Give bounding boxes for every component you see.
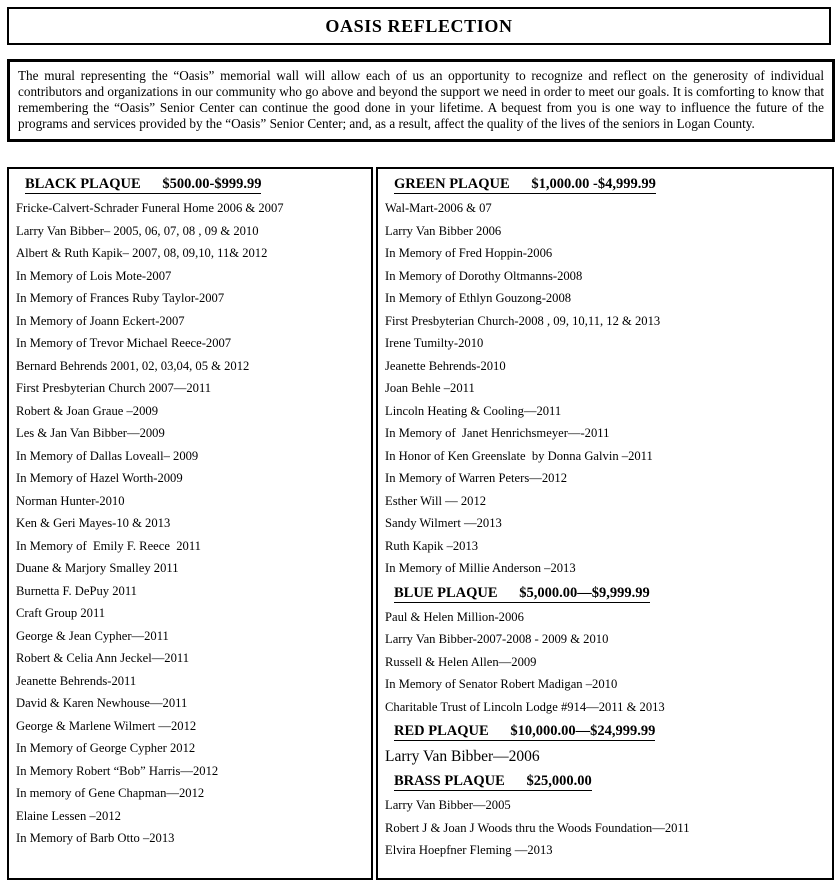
donor-entry: Larry Van Bibber– 2005, 06, 07, 08 , 09 & 2010 xyxy=(16,223,259,238)
intro-paragraph: The mural representing the “Oasis” memorial wall will allow each of us an opportunity to recognize and reflect on the generosity of individual contributors and organizations in our community who go above and beyond the support we need in order to meet our goals. It is comforting to know that remembering the “Oasis” Senior Center can continue the good done in your lifetime. A bequest from you is one way to influence the future of the programs and services provided by the “Oasis” Senior Center; and, as a result, affect the quality of the lives of the seniors in Logan County. xyxy=(7,59,835,142)
donor-entry: In memory of Gene Chapman—2012 xyxy=(16,786,205,800)
title-box xyxy=(7,7,831,45)
donor-entry: Elaine Lessen –2012 xyxy=(16,808,121,823)
donor-entry: In Memory of Ethlyn Gouzong-2008 xyxy=(385,291,572,305)
donor-entry: In Memory of Warren Peters—2012 xyxy=(385,471,568,485)
plaque-name: RED PLAQUE xyxy=(394,723,489,739)
donor-entry: In Memory of Millie Anderson –2013 xyxy=(385,561,576,575)
donor-entry: In Memory of Dallas Loveall– 2009 xyxy=(16,448,199,463)
donor-entry: In Memory of Hazel Worth-2009 xyxy=(16,471,183,485)
donor-entry: In Memory of Emily F. Reece 2011 xyxy=(16,538,201,553)
donor-entry: Duane & Marjory Smalley 2011 xyxy=(16,561,179,575)
plaque-range: $10,000.00—$24,999.99 xyxy=(510,723,656,739)
donor-entry: First Presbyterian Church-2008 , 09, 10,11, 12 & 2013 xyxy=(385,313,661,328)
plaque-name: GREEN PLAQUE xyxy=(394,176,510,192)
heading-gap xyxy=(505,773,527,789)
page-title: OASIS REFLECTION xyxy=(325,15,513,36)
plaque-heading xyxy=(394,585,828,602)
right-column xyxy=(376,167,834,880)
plaque-section xyxy=(385,773,828,858)
plaque-range: $500.00-$999.99 xyxy=(162,176,262,192)
donor-entry: Paul & Helen Million-2006 xyxy=(385,609,524,624)
donor-entry: In Memory of Fred Hoppin-2006 xyxy=(385,246,553,260)
donor-entry: In Memory of Lois Mote-2007 xyxy=(16,268,172,283)
donor-entry: Sandy Wilmert —2013 xyxy=(385,516,502,530)
donor-entry: In Memory of Senator Robert Madigan –2010 xyxy=(385,677,618,691)
donor-entry: Jeanette Behrends-2010 xyxy=(385,358,506,373)
donor-entry: Bernard Behrends 2001, 02, 03,04, 05 & 2012 xyxy=(16,358,250,373)
donor-entry: In Memory of Dorothy Oltmanns-2008 xyxy=(385,268,583,283)
donor-entry: Elvira Hoepfner Fleming —2013 xyxy=(385,843,553,857)
donor-entry: Robert J & Joan J Woods thru the Woods Foundation—2011 xyxy=(385,820,690,835)
donor-entry: Albert & Ruth Kapik– 2007, 08, 09,10, 11& 2012 xyxy=(16,246,268,260)
donor-entry: In Memory of Frances Ruby Taylor-2007 xyxy=(16,291,225,305)
heading-gap xyxy=(510,176,532,192)
donor-entry: Fricke-Calvert-Schrader Funeral Home 2006 & 2007 xyxy=(16,201,284,215)
plaque-section xyxy=(385,176,828,576)
plaque-range: $1,000.00 -$4,999.99 xyxy=(531,176,656,192)
donor-entry: In Memory of Janet Henrichsmeyer—-2011 xyxy=(385,426,610,440)
plaque-heading xyxy=(25,176,367,193)
donor-entry: Larry Van Bibber—2005 xyxy=(385,798,511,812)
plaque-range: $5,000.00—$9,999.99 xyxy=(519,584,650,601)
donor-entry: Larry Van Bibber—2006 xyxy=(385,748,540,765)
donor-entry: Robert & Joan Graue –2009 xyxy=(16,403,158,418)
plaque-heading xyxy=(394,176,828,193)
donor-entry: Irene Tumilty-2010 xyxy=(385,336,484,350)
donor-entry: George & Marlene Wilmert —2012 xyxy=(16,718,197,733)
donor-entry: Lincoln Heating & Cooling—2011 xyxy=(385,403,562,418)
plaque-section xyxy=(16,176,367,846)
donor-entry: Joan Behle –2011 xyxy=(385,381,475,395)
donor-entry: Ken & Geri Mayes-10 & 2013 xyxy=(16,516,171,530)
donor-entry: Larry Van Bibber-2007-2008 - 2009 & 2010 xyxy=(385,632,609,646)
plaque-name: BRASS PLAQUE xyxy=(394,773,505,789)
donor-entry: Burnetta F. DePuy 2011 xyxy=(16,583,137,598)
donor-entry: David & Karen Newhouse—2011 xyxy=(16,696,188,710)
donor-entry: Robert & Celia Ann Jeckel—2011 xyxy=(16,651,190,665)
donor-entry: In Honor of Ken Greenslate by Donna Galvin –2011 xyxy=(385,448,653,463)
heading-gap xyxy=(141,176,163,192)
donor-entry: Les & Jan Van Bibber—2009 xyxy=(16,426,165,440)
heading-gap xyxy=(489,723,511,739)
plaque-heading xyxy=(394,773,828,790)
donor-entry: In Memory of Barb Otto –2013 xyxy=(16,831,175,845)
donor-entry: First Presbyterian Church 2007—2011 xyxy=(16,381,212,395)
plaque-heading xyxy=(394,723,828,740)
plaque-section xyxy=(385,723,828,765)
left-column xyxy=(7,167,373,880)
plaque-name: BLUE PLAQUE xyxy=(394,584,498,601)
heading-gap xyxy=(498,585,520,601)
donor-entry: In Memory of George Cypher 2012 xyxy=(16,741,196,755)
donor-entry: Esther Will — 2012 xyxy=(385,493,487,508)
donor-entry: In Memory of Trevor Michael Reece-2007 xyxy=(16,336,232,350)
donor-entry: Wal-Mart-2006 & 07 xyxy=(385,201,492,215)
donor-entry: Jeanette Behrends-2011 xyxy=(16,673,137,688)
donor-entry: Charitable Trust of Lincoln Lodge #914—2011 & 2013 xyxy=(385,699,665,714)
plaque-name: BLACK PLAQUE xyxy=(25,176,141,192)
donor-entry: Norman Hunter-2010 xyxy=(16,493,125,508)
donor-entry: Larry Van Bibber 2006 xyxy=(385,223,502,238)
plaque-section xyxy=(385,585,828,715)
donor-entry: Craft Group 2011 xyxy=(16,606,106,620)
donor-entry: In Memory of Joann Eckert-2007 xyxy=(16,313,185,328)
donor-entry: In Memory Robert “Bob” Harris—2012 xyxy=(16,763,219,778)
donor-entry: George & Jean Cypher—2011 xyxy=(16,628,169,643)
plaque-range: $25,000.00 xyxy=(526,773,592,789)
donor-entry: Russell & Helen Allen—2009 xyxy=(385,654,537,669)
donor-entry: Ruth Kapik –2013 xyxy=(385,538,479,553)
